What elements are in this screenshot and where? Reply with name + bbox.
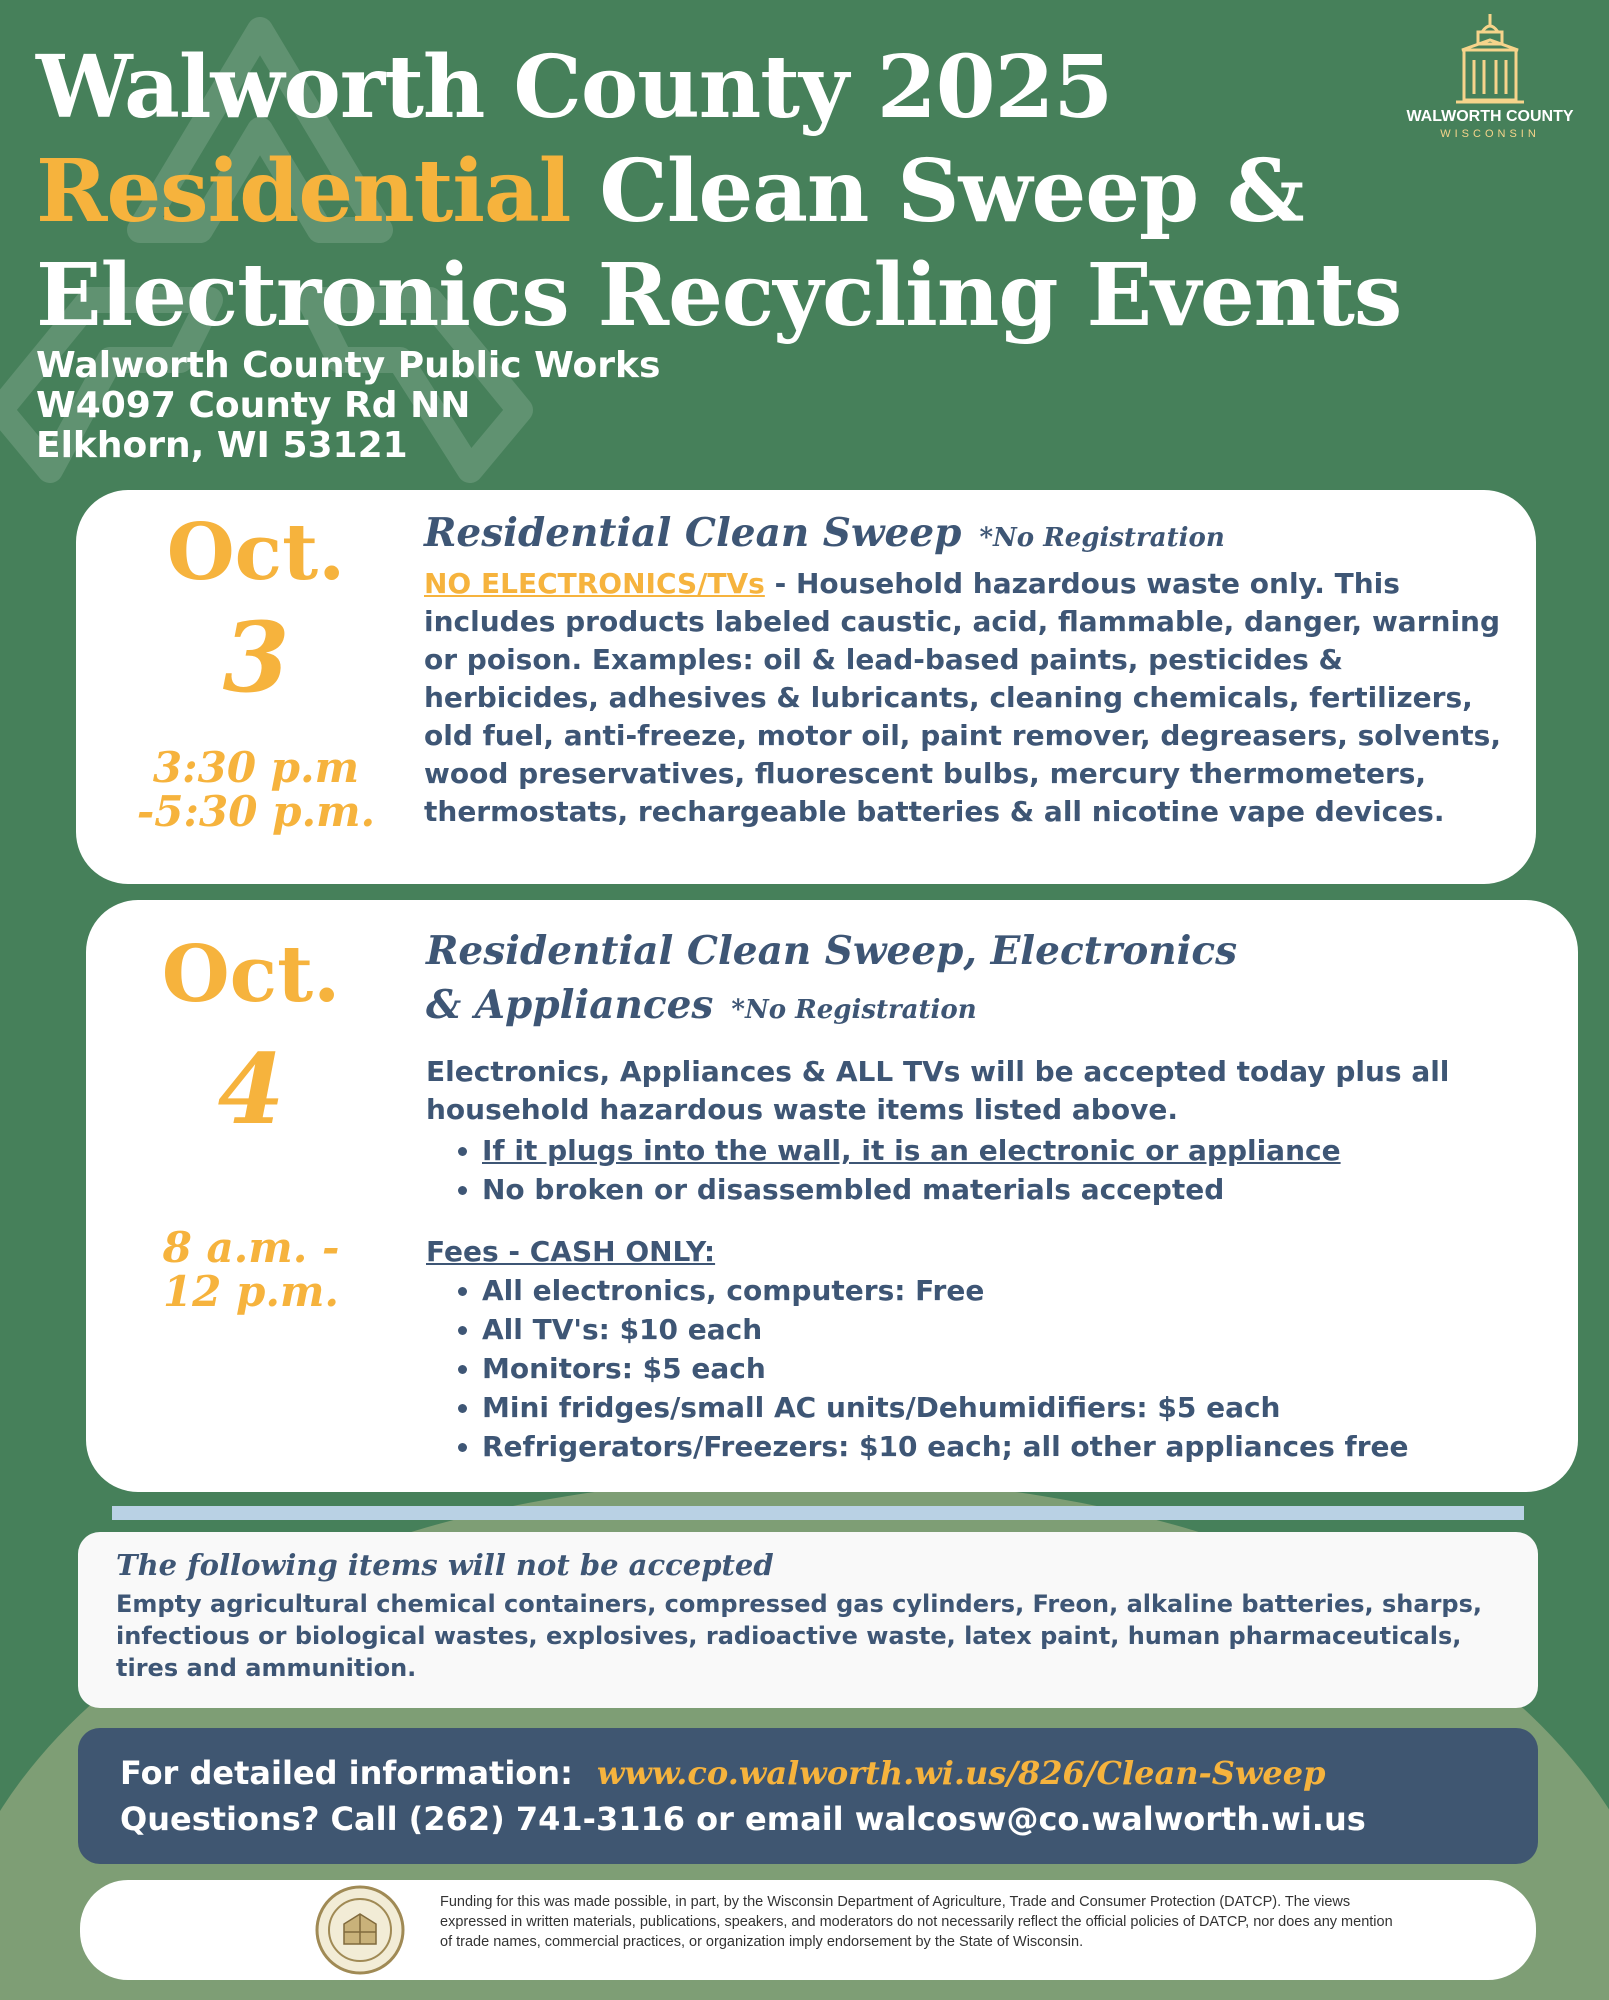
divider (112, 1506, 1524, 1520)
title-line-2-rest: Clean Sweep & (570, 141, 1304, 242)
list-item (482, 1170, 1546, 1209)
walworth-county-logo (1390, 10, 1590, 142)
event2-registration: *No Registration (731, 995, 977, 1025)
contact-info-box (78, 1728, 1538, 1864)
title-accent: Residential (36, 141, 571, 242)
event2-time-end: 12 p.m. (162, 1267, 340, 1316)
event1-description (424, 565, 1504, 831)
not-accepted-text: Empty agricultural chemical containers, compressed gas cylinders, Freon, alkaline batteries, sharps, infectious or biological wastes, explosives, radioactive waste, latex paint, human pharmaceuticals, tires and ammunition. (116, 1590, 1483, 1682)
address-line-2: W4097 County Rd NN (36, 385, 471, 426)
fees-heading: Fees - CASH ONLY: (426, 1235, 716, 1268)
event1-details (424, 506, 1504, 831)
event1-date (106, 508, 406, 834)
logo-name: WALWORTH COUNTY (1406, 108, 1574, 125)
address-line-3: Elkhorn, WI 53121 (36, 425, 408, 466)
list-item: • Monitors: $5 each (482, 1349, 1546, 1388)
title-line-3: Electronics Recycling Events (36, 245, 1402, 346)
event1-registration: *No Registration (979, 523, 1225, 553)
event2-description: Electronics, Appliances & ALL TVs will be accepted today plus all household hazardous waste items listed above. (426, 1055, 1450, 1126)
list-item (482, 1131, 1546, 1170)
no-electronics-link[interactable]: NO ELECTRONICS/TVs (424, 567, 765, 600)
event1-time-end: -5:30 p.m. (136, 787, 376, 836)
fees-list (426, 1271, 1546, 1466)
website-link[interactable]: www.co.walworth.wi.us/826/Clean-Sweep (596, 1754, 1326, 1792)
event2-time-start: 8 a.m. - (162, 1223, 340, 1272)
list-item: • All electronics, computers: Free (482, 1271, 1546, 1310)
courthouse-icon (1390, 10, 1590, 106)
event2-title-line-1: Residential Clean Sweep, Electronics (426, 928, 1238, 974)
info-line (120, 1750, 1496, 1796)
rule-plugs-into-wall: If it plugs into the wall, it is an electronic or appliance (482, 1134, 1341, 1167)
event1-month: Oct. (166, 507, 346, 598)
not-accepted-title: The following items will not be accepted (116, 1548, 774, 1582)
address-line-1: Walworth County Public Works (36, 345, 661, 386)
event-address (36, 346, 660, 466)
event-card-oct-4 (86, 900, 1578, 1492)
funding-disclaimer (80, 1880, 1536, 1980)
event2-month: Oct. (161, 929, 341, 1020)
title-line-2 (36, 140, 1576, 244)
event1-day: 3 (222, 601, 290, 714)
event2-title-line-2 (426, 978, 1546, 1037)
list-item: • All TV's: $10 each (482, 1310, 1546, 1349)
event-card-oct-3 (76, 490, 1536, 884)
not-accepted-box (78, 1532, 1538, 1708)
page-title (36, 36, 1576, 348)
rule-no-broken: No broken or disassembled materials accepted (482, 1173, 1225, 1206)
event2-title-line-2-text: & Appliances (426, 982, 714, 1028)
title-line-1: Walworth County 2025 (36, 37, 1113, 138)
event1-time-start: 3:30 p.m (152, 743, 360, 792)
event2-details (426, 924, 1546, 1466)
funding-text: Funding for this was made possible, in part, by the Wisconsin Department of Agriculture, Trade and Consumer Protection (DATCP). The views expressed in written materials, publications, speakers, and moderators do not necessarily reflect the official policies of DATCP, nor does any mention of trade names, commercial practices, or organization imply endorsement by the State of Wisconsin. (440, 1894, 1393, 1950)
list-item: • Mini fridges/small AC units/Dehumidifiers: $5 each (482, 1388, 1546, 1427)
contact-line: Questions? Call (262) 741-3116 or email walcosw@co.walworth.wi.us (120, 1800, 1366, 1838)
info-label: For detailed information: (120, 1754, 573, 1792)
event2-day: 4 (217, 1033, 285, 1146)
wisconsin-datcp-seal-icon (314, 1884, 406, 1976)
logo-subtitle: WISCONSIN (1440, 128, 1540, 140)
event1-title-text: Residential Clean Sweep (424, 510, 962, 556)
event2-date (116, 930, 386, 1314)
event2-rules-list (426, 1131, 1546, 1209)
event1-title (424, 506, 1504, 565)
event1-description-text: - Household hazardous waste only. This includes products labeled caustic, acid, flammable, danger, warning or poison. Examples: oil & lead-based paints, pesticides & herbicides, adhesives & lubricants, cleaning chemicals, fertilizers, old fuel, anti-freeze, motor oil, paint remover, degreasers, solvents, wood preservatives, fluorescent bulbs, mercury thermometers, thermostats, rechargeable batteries & all nicotine vape devices. (424, 567, 1501, 828)
list-item: • Refrigerators/Freezers: $10 each; all other appliances free (482, 1427, 1546, 1466)
